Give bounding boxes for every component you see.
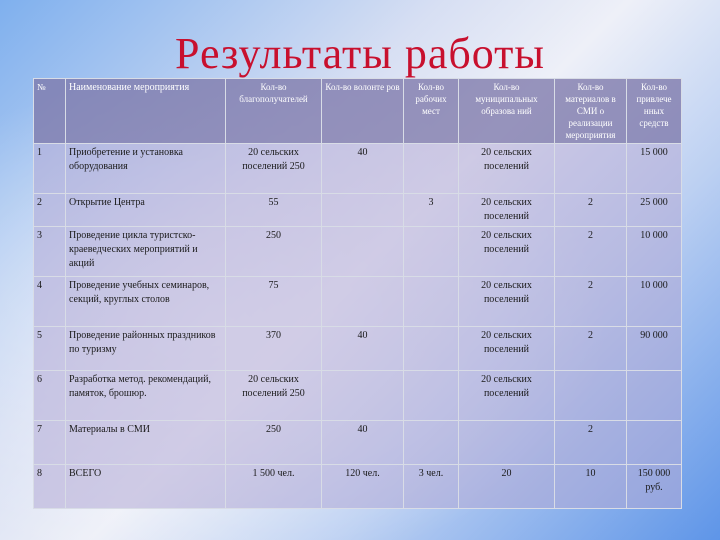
cell-volunteers: 120 чел. [322,465,404,509]
header-event-name: Наименование мероприятия [66,79,226,144]
table-row [34,371,682,421]
cell-municipalities: 20 сельских поселений [459,327,555,371]
cell-municipalities [459,421,555,465]
cell-municipalities: 20 сельских поселений [459,227,555,277]
cell-funds: 10 000 [627,277,682,327]
cell-event-name: Проведение цикла туристско-краеведческих мероприятий и акций [66,227,226,277]
cell-media: 10 [555,465,627,509]
cell-beneficiaries: 250 [226,421,322,465]
cell-media: 2 [555,194,627,227]
header-volunteers: Кол-во волонте ров [322,79,404,144]
header-funds: Кол-во привлече нных средств [627,79,682,144]
cell-number: 1 [34,144,66,194]
cell-media: 2 [555,421,627,465]
cell-event-name: ВСЕГО [66,465,226,509]
cell-jobs [404,144,459,194]
cell-funds [627,371,682,421]
cell-volunteers: 40 [322,144,404,194]
cell-jobs [404,327,459,371]
cell-event-name: Открытие Центра [66,194,226,227]
cell-number: 4 [34,277,66,327]
cell-funds: 15 000 [627,144,682,194]
cell-number: 2 [34,194,66,227]
table-row [34,421,682,465]
cell-municipalities: 20 [459,465,555,509]
cell-number: 8 [34,465,66,509]
cell-beneficiaries: 250 [226,227,322,277]
cell-event-name: Разработка метод. рекомендаций, памяток, брошюр. [66,371,226,421]
cell-beneficiaries: 75 [226,277,322,327]
cell-jobs [404,277,459,327]
cell-event-name: Проведение учебных семинаров, секций, круглых столов [66,277,226,327]
cell-volunteers [322,227,404,277]
table-row [34,227,682,277]
table-row [34,327,682,371]
cell-media: 2 [555,327,627,371]
cell-event-name: Материалы в СМИ [66,421,226,465]
cell-municipalities: 20 сельских поселений [459,194,555,227]
cell-beneficiaries: 20 сельских поселений 250 [226,371,322,421]
cell-funds: 90 000 [627,327,682,371]
header-jobs: Кол-во рабочих мест [404,79,459,144]
cell-number: 7 [34,421,66,465]
cell-funds [627,421,682,465]
cell-municipalities: 20 сельских поселений [459,144,555,194]
table-row [34,144,682,194]
cell-event-name: Проведение районных праздников по туризму [66,327,226,371]
cell-jobs [404,227,459,277]
cell-municipalities: 20 сельских поселений [459,277,555,327]
table-header-row [34,79,682,144]
cell-jobs [404,421,459,465]
header-beneficiaries: Кол-во благополучателей [226,79,322,144]
cell-beneficiaries: 55 [226,194,322,227]
cell-beneficiaries: 370 [226,327,322,371]
cell-jobs [404,371,459,421]
cell-volunteers [322,194,404,227]
cell-volunteers: 40 [322,421,404,465]
cell-number: 3 [34,227,66,277]
cell-beneficiaries: 1 500 чел. [226,465,322,509]
table-row [34,277,682,327]
cell-media [555,144,627,194]
cell-media: 2 [555,227,627,277]
cell-funds: 25 000 [627,194,682,227]
cell-media [555,371,627,421]
cell-number: 5 [34,327,66,371]
results-table [33,78,682,509]
cell-media: 2 [555,277,627,327]
cell-beneficiaries: 20 сельских поселений 250 [226,144,322,194]
header-media: Кол-во материалов в СМИ о реализации мероприятия [555,79,627,144]
cell-municipalities: 20 сельских поселений [459,371,555,421]
cell-funds: 150 000 руб. [627,465,682,509]
page-title: Результаты работы [175,29,545,78]
cell-event-name: Приобретение и установка оборудования [66,144,226,194]
cell-volunteers [322,371,404,421]
table-row [34,194,682,227]
cell-jobs: 3 [404,194,459,227]
cell-volunteers [322,277,404,327]
table-row-total [34,465,682,509]
header-number: № [34,79,66,144]
header-municipalities: Кол-во муниципальных образова ний [459,79,555,144]
cell-volunteers: 40 [322,327,404,371]
cell-funds: 10 000 [627,227,682,277]
cell-number: 6 [34,371,66,421]
cell-jobs: 3 чел. [404,465,459,509]
